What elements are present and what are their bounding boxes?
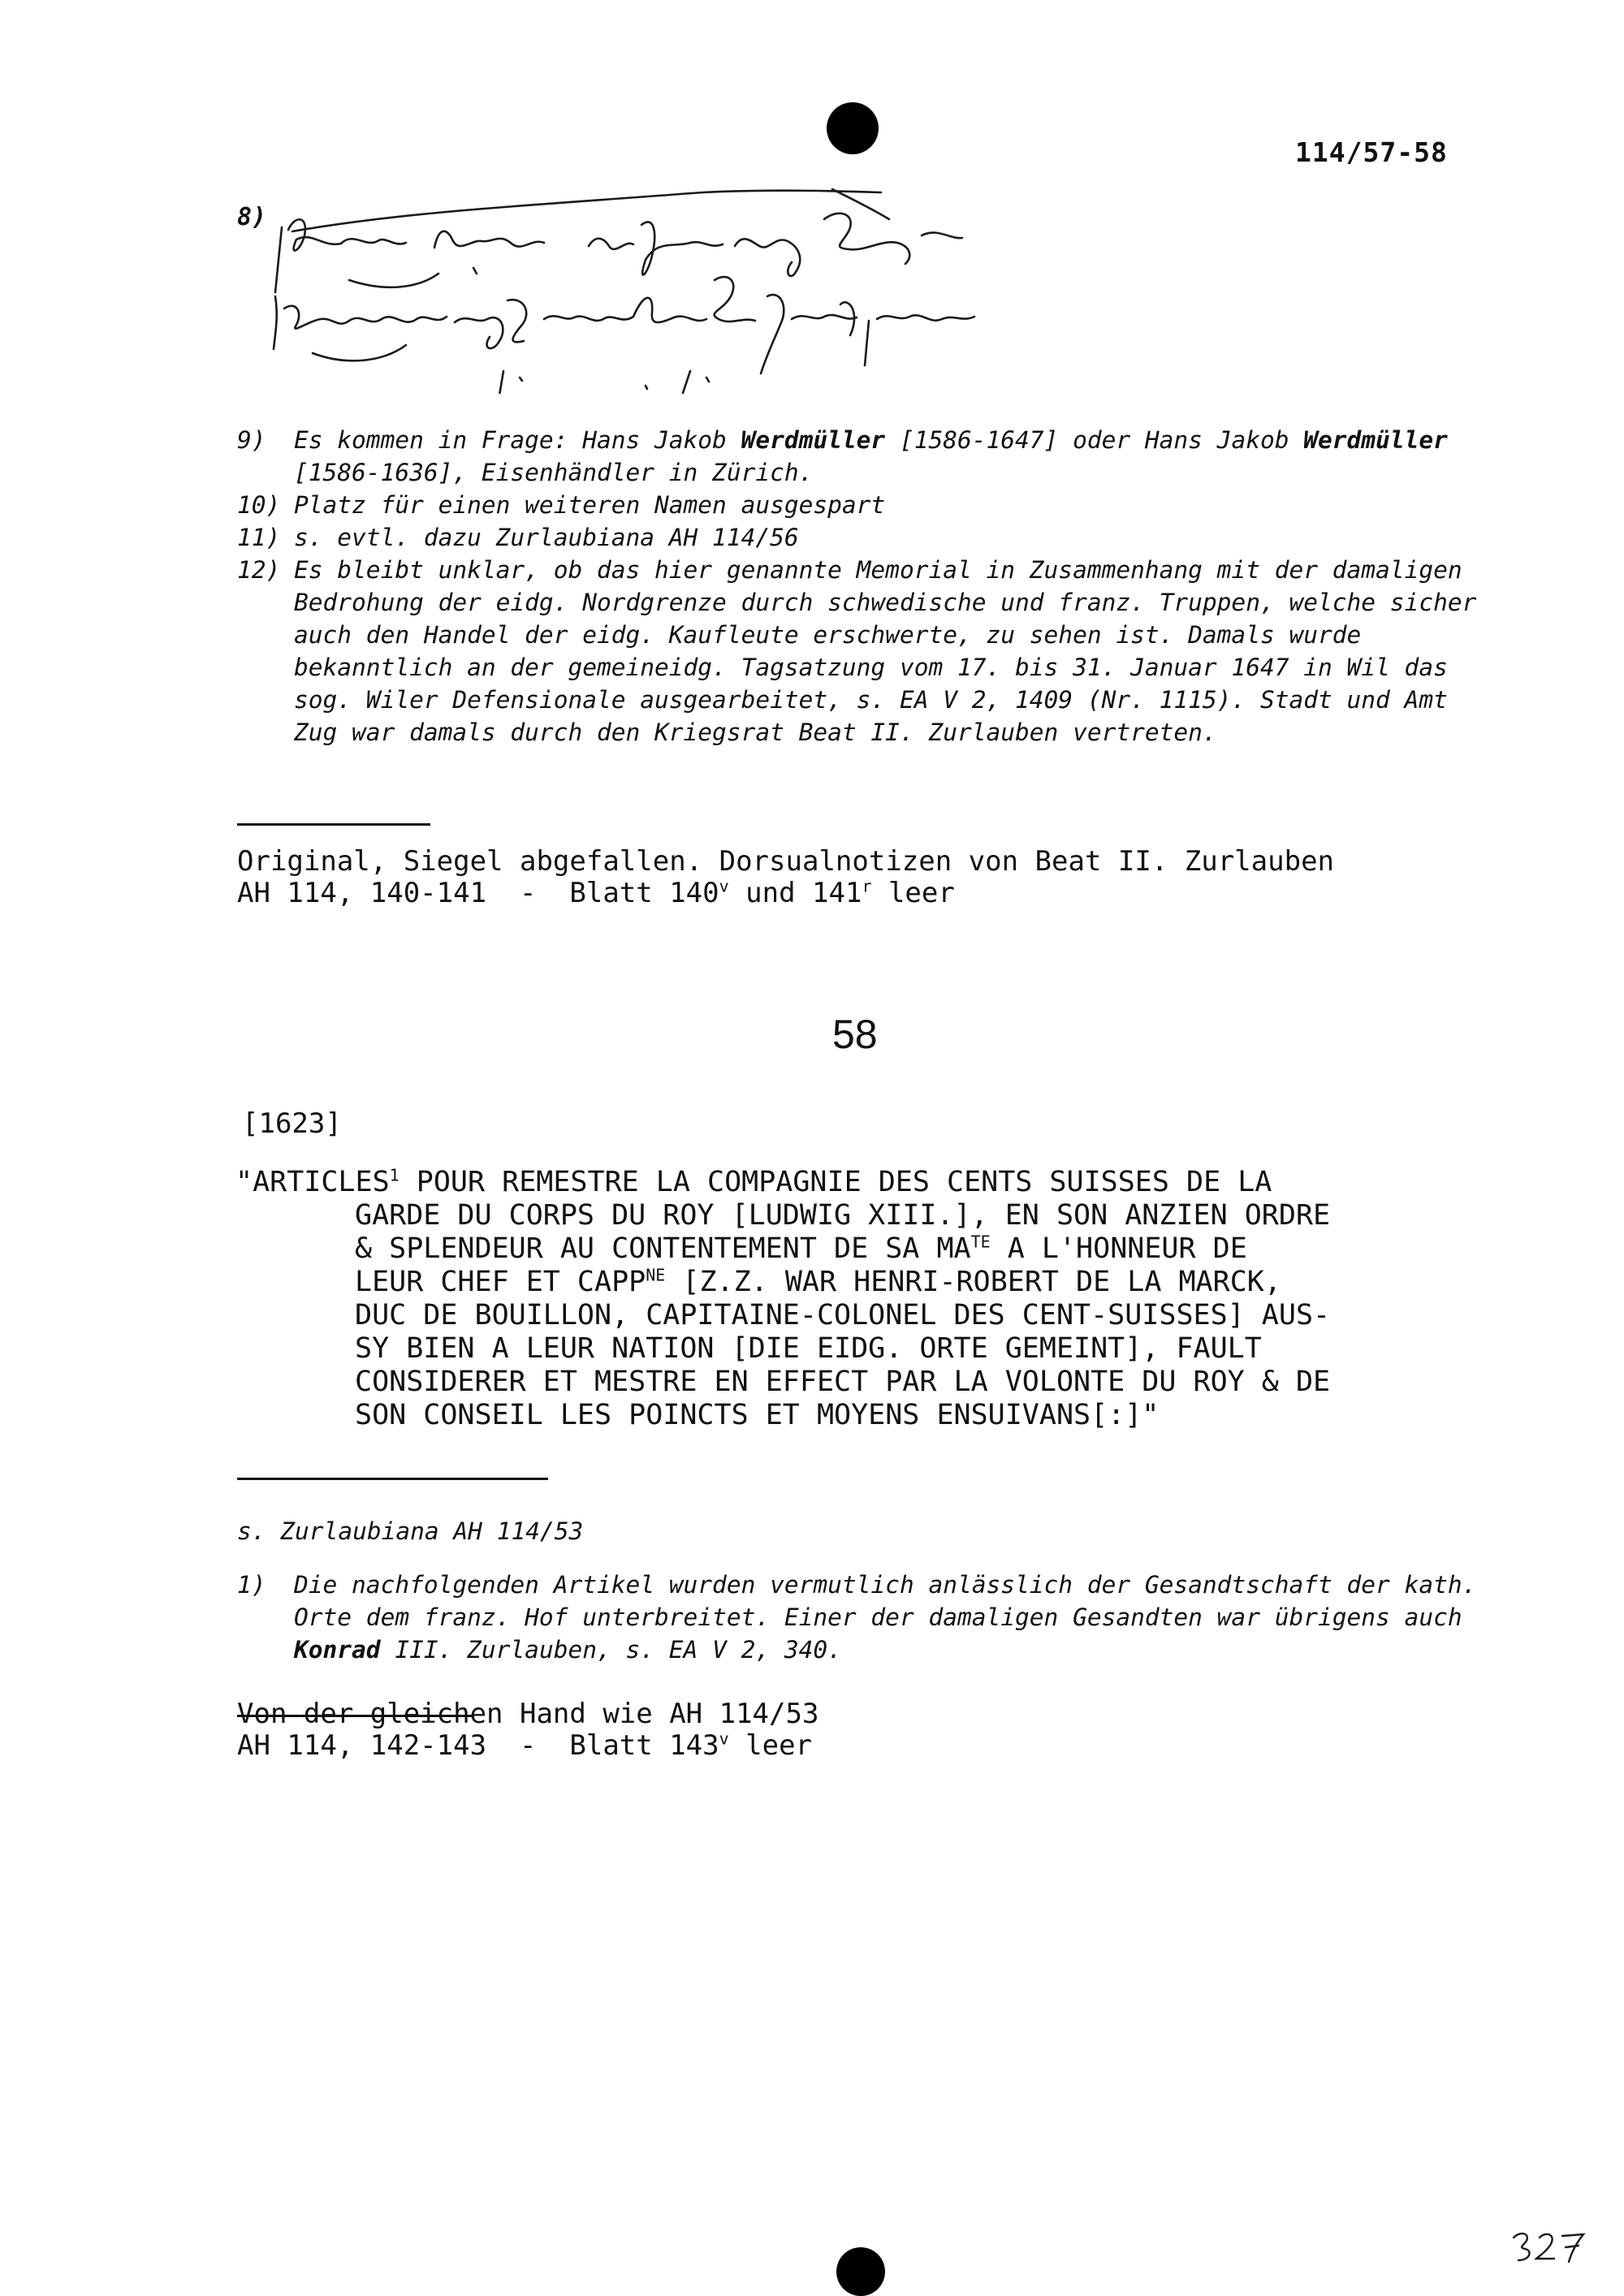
footnote-number: 11): [237, 524, 281, 551]
title-text: "ARTICLES: [235, 1166, 390, 1198]
footnote-number: 9): [237, 426, 266, 454]
footnote-text: Die nachfolgenden Artikel wurden vermutlich anlässlich der Gesandtschaft der kath. Orte dem franz. Hof unterbreitet. Einer der damaligen Gesandten war übrigens auch Konrad III. Zurlauben, s. EA V 2, 340.: [294, 1571, 1477, 1664]
superscript: r: [862, 876, 872, 896]
title-line: [235, 1232, 1486, 1266]
footnote-8-number: 8): [237, 203, 267, 231]
title-text: & SPLENDEUR AU CONTENTEMENT DE SA MA: [355, 1232, 971, 1265]
footnote-marker: 1: [389, 1165, 400, 1185]
reference-note: s. Zurlaubiana AH 114/53: [237, 1517, 584, 1545]
footnotes-bottom: [237, 1515, 1488, 1666]
superscript: v: [719, 1728, 729, 1749]
source-text: leer: [871, 877, 955, 909]
source-line: Von der gleichen Hand wie AH 114/53: [237, 1698, 819, 1730]
footnote-9: [237, 424, 1488, 489]
footnote-text: Platz für einen weiteren Namen ausgespart: [294, 491, 886, 519]
footnote-number: 1): [237, 1571, 266, 1599]
footnote-number: 10): [237, 491, 281, 519]
document-title: [235, 1166, 1486, 1432]
footnote-10: [237, 489, 1488, 521]
source-text: AH 114, 140-141 - Blatt 140: [237, 877, 719, 909]
source-note-1: [237, 846, 1334, 909]
title-line: GARDE DU CORPS DU ROY [LUDWIG XIII.], EN SON ANZIEN ORDRE: [355, 1199, 1331, 1232]
source-note-2: [237, 1698, 818, 1762]
separator-rule: [237, 823, 430, 826]
footnote-12: [237, 554, 1488, 749]
footnote-1: [237, 1569, 1488, 1666]
source-line: [237, 1729, 812, 1762]
title-line: [235, 1266, 1486, 1299]
title-text: A L'HONNEUR DE: [990, 1232, 1247, 1265]
superscript: TE: [970, 1232, 991, 1252]
source-line: Original, Siegel abgefallen. Dorsualnotizen von Beat II. Zurlauben: [237, 845, 1335, 878]
title-text: POUR REMESTRE LA COMPAGNIE DES CENTS SUISSES DE LA: [399, 1166, 1272, 1198]
footnote-11: [237, 521, 1488, 554]
source-text: leer: [728, 1729, 813, 1762]
punch-hole-top: [827, 102, 879, 154]
title-line: SY BIEN A LEUR NATION [DIE EIDG. ORTE GEMEINT], FAULT: [355, 1332, 1262, 1365]
page-reference: 114/57-58: [1295, 136, 1448, 168]
source-line: [237, 877, 955, 909]
source-text: und 141: [728, 877, 862, 909]
source-text: AH 114, 142-143 - Blatt 143: [237, 1729, 719, 1762]
superscript: v: [719, 876, 729, 896]
title-line: SON CONSEIL LES POINCTS ET MOYENS ENSUIVANS[:]": [355, 1399, 1160, 1431]
title-line: CONSIDERER ET MESTRE EN EFFECT PAR LA VOLONTE DU ROY & DE: [355, 1366, 1331, 1398]
title-line: [235, 1166, 1486, 1199]
title-text: LEUR CHEF ET CAPP: [355, 1266, 646, 1298]
title-text: [Z.Z. WAR HENRI-ROBERT DE LA MARCK,: [665, 1266, 1281, 1298]
document-number: 58: [832, 1012, 878, 1057]
footnote-number: 12): [237, 556, 281, 584]
superscript: NE: [646, 1265, 666, 1285]
separator-rule: [237, 1478, 548, 1480]
title-line: DUC DE BOUILLON, CAPITAINE-COLONEL DES CENT-SUISSES] AUS-: [355, 1299, 1331, 1331]
handwritten-archive-number: [1509, 2226, 1590, 2267]
document-date: [1623]: [242, 1107, 342, 1140]
punch-hole-bottom: [836, 2247, 885, 2296]
footnotes-top: [237, 424, 1488, 749]
footnote-text: s. evtl. dazu Zurlaubiana AH 114/56: [294, 524, 799, 551]
footnote-text: Es kommen in Frage: Hans Jakob Werdmüller [1586-1647] oder Hans Jakob Werdmüller [1586-1636], Eisenhändler in Zürich.: [294, 426, 1448, 486]
handwritten-facsimile-image: [264, 183, 1003, 394]
footnote-text: Es bleibt unklar, ob das hier genannte Memorial in Zusammenhang mit der damaligen Bedrohung der eidg. Nordgrenze durch schwedische und franz. Truppen, welche sicher auch den Handel der eidg. Kaufleute erschwerte, zu sehen ist. Damals wurde bekanntlich an der gemeineidg. Tagsatzung vom 17. bis 31. Januar 1647 in Wil das sog. Wiler Defensionale ausgearbeitet, s. EA V 2, 1409 (Nr. 1115). Stadt und Amt Zug war damals durch den Kriegsrat Beat II. Zurlauben vertreten.: [294, 556, 1477, 746]
